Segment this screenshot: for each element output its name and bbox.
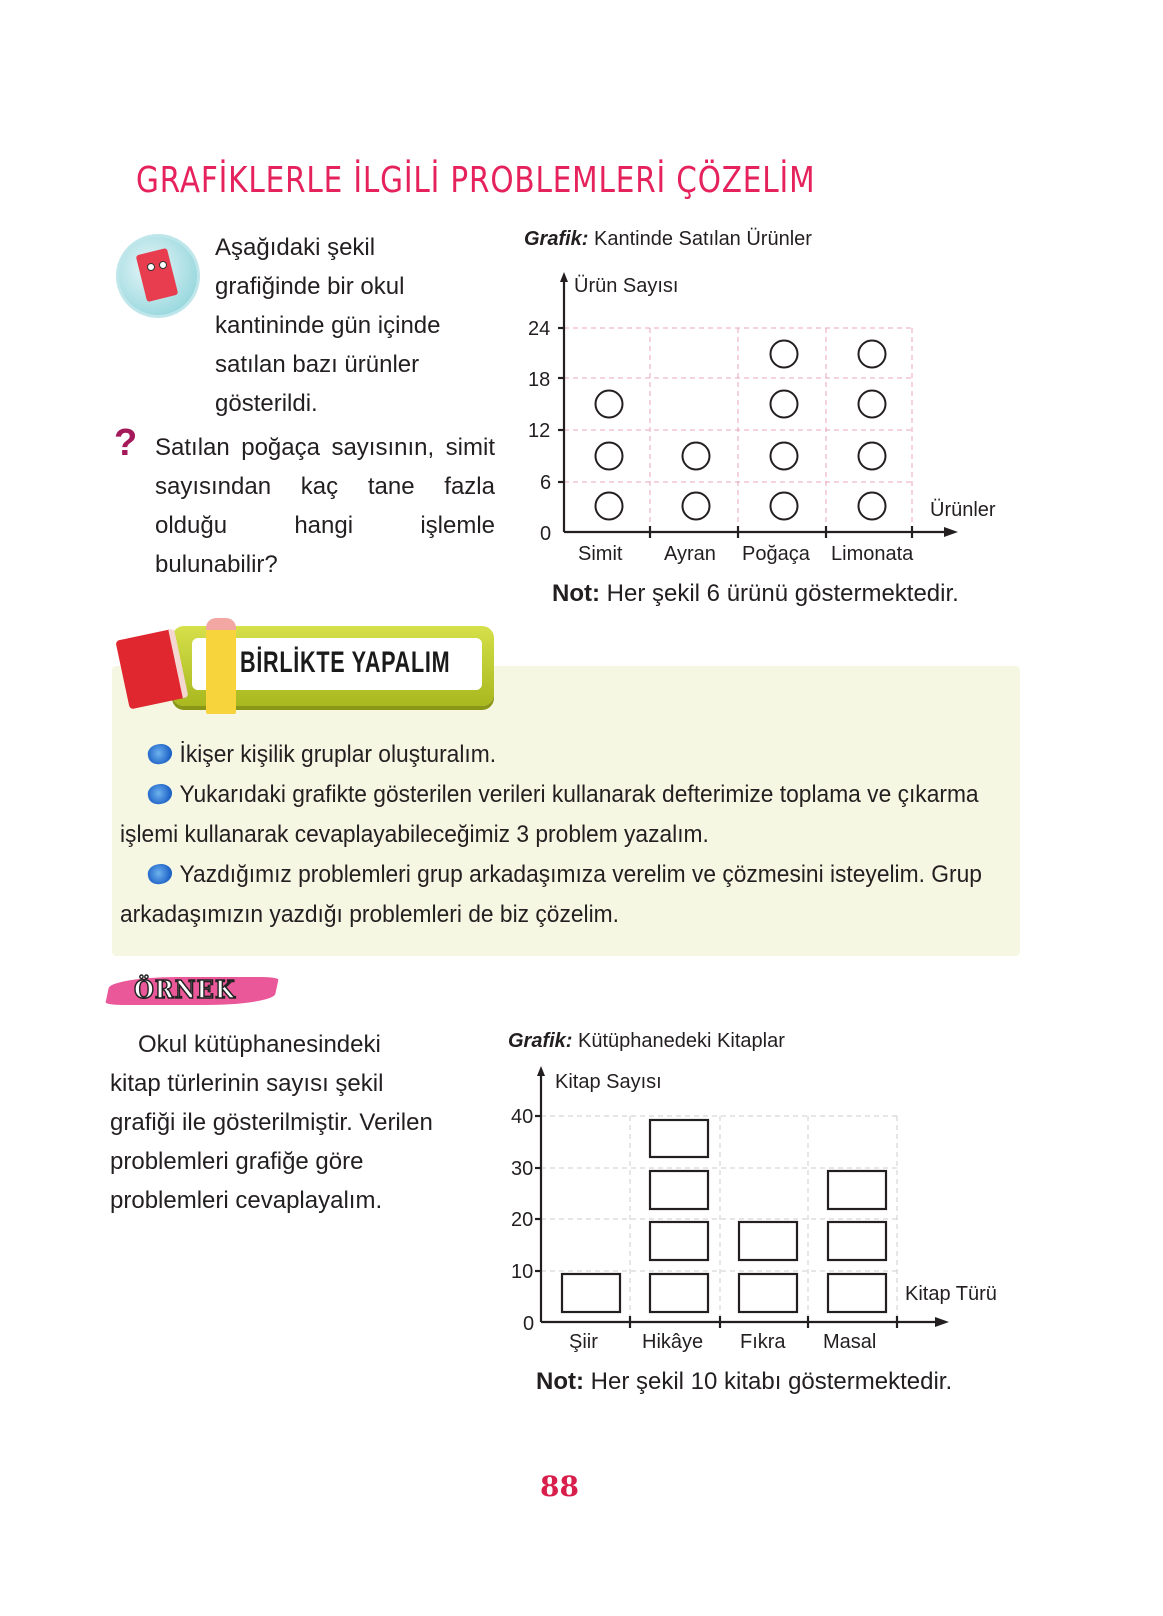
list-item: İkişer kişilik gruplar oluşturalım. [120, 735, 1013, 775]
y-axis-arrow-icon [537, 1066, 545, 1076]
chart2-axes [535, 1074, 935, 1328]
pencil-character-icon [206, 618, 236, 714]
ytick: 30 [511, 1158, 534, 1180]
example-line: kitap türlerinin sayısı şekil [110, 1070, 384, 1097]
list-item: Yukarıdaki grafikte gösterilen verileri kullanarak defterimize toplama ve çıkarma işlemi kullanarak cevaplayabileceğimiz 3 problem yazalım. [120, 781, 979, 848]
blue-splash-bullet-icon [146, 782, 174, 807]
intro-line: grafiğinde bir okul [215, 273, 405, 300]
example-line: problemleri cevaplayalım. [110, 1187, 383, 1214]
xtick: Şiir [569, 1331, 598, 1353]
chart2-note-text: Her şekil 10 kitabı göstermektedir. [590, 1368, 953, 1395]
ytick: 20 [511, 1209, 534, 1231]
book-mascot-icon [116, 234, 200, 318]
example-line: Okul kütüphanesindeki [138, 1031, 381, 1058]
chart2-caption-title: Kütüphanedeki Kitaplar [578, 1030, 785, 1052]
ytick: 10 [511, 1261, 534, 1283]
chart2-note-label: Not: [536, 1368, 584, 1395]
ornek-badge [108, 973, 276, 1011]
x-axis-arrow-icon [944, 527, 958, 537]
ytick: 24 [528, 318, 551, 340]
chart1-xlabel: Ürünler [930, 499, 996, 521]
birlikte-label: BİRLİKTE YAPALIM [240, 646, 451, 679]
intro-line: kantininde gün içinde [215, 312, 441, 339]
xtick: Limonata [831, 543, 914, 565]
ytick: 6 [540, 472, 552, 494]
chart1-note-text: Her şekil 6 ürünü göstermektedir. [606, 580, 959, 607]
x-axis-arrow-icon [935, 1317, 949, 1327]
intro-line: Aşağıdaki şekil [215, 234, 376, 261]
intro-paragraph [215, 228, 505, 423]
chart2-pictograph [495, 1060, 1025, 1360]
ytick: 12 [528, 420, 551, 442]
chart2-symbols [562, 1120, 886, 1312]
birlikte-banner [122, 618, 500, 710]
chart1-caption [524, 228, 812, 251]
xtick: Ayran [664, 543, 716, 565]
xtick: Hikâye [642, 1331, 704, 1353]
blue-splash-bullet-icon [146, 742, 174, 767]
chart1-note-label: Not: [552, 580, 600, 607]
question-mark-icon: ? [114, 422, 138, 464]
ornek-label: ÖRNEK [134, 975, 236, 1004]
intro-line: gösterildi. [215, 390, 318, 417]
chart1-note [552, 580, 959, 608]
chart1-pictograph [510, 260, 1030, 580]
xtick: Fıkra [740, 1331, 786, 1353]
chart1-caption-title: Kantinde Satılan Ürünler [594, 228, 812, 250]
example-paragraph [110, 1025, 490, 1220]
birlikte-list [120, 735, 1015, 935]
chart1-axes [558, 280, 945, 538]
chart1-caption-label: Grafik: [524, 228, 589, 250]
example-line: problemleri grafiğe göre [110, 1148, 364, 1175]
chart2-caption [508, 1030, 785, 1053]
ytick: 0 [540, 523, 552, 545]
xtick: Masal [823, 1331, 877, 1353]
chart2-caption-label: Grafik: [508, 1030, 573, 1052]
ytick: 0 [523, 1313, 535, 1335]
ytick: 18 [528, 369, 551, 391]
chart1-ylabel: Ürün Sayısı [574, 275, 679, 297]
example-line: grafiği ile gösterilmiştir. Verilen [110, 1109, 433, 1136]
question-text: Satılan poğaça sayısının, simit sayısından kaç tane fazla olduğu hangi işlemle bulunabilir? [155, 434, 495, 578]
xtick: Simit [578, 543, 623, 565]
list-item: Yazdığımız problemleri grup arkadaşımıza verelim ve çözmesini isteyelim. Grup arkadaşımızın yazdığı problemleri de biz çözelim. [120, 861, 982, 928]
blue-splash-bullet-icon [146, 862, 174, 887]
chart2-ylabel: Kitap Sayısı [555, 1071, 662, 1093]
chart2-note [536, 1368, 952, 1396]
xtick: Poğaça [742, 543, 810, 565]
chart2-grid [541, 1116, 897, 1316]
page-title: GRAFİKLERLE İLGİLİ PROBLEMLERİ ÇÖZELİM [136, 160, 816, 201]
y-axis-arrow-icon [560, 272, 568, 282]
chart2-xlabel: Kitap Türü [905, 1283, 997, 1305]
ytick: 40 [511, 1106, 534, 1128]
intro-line: satılan bazı ürünler [215, 351, 420, 378]
page-number: 88 [540, 1470, 579, 1503]
